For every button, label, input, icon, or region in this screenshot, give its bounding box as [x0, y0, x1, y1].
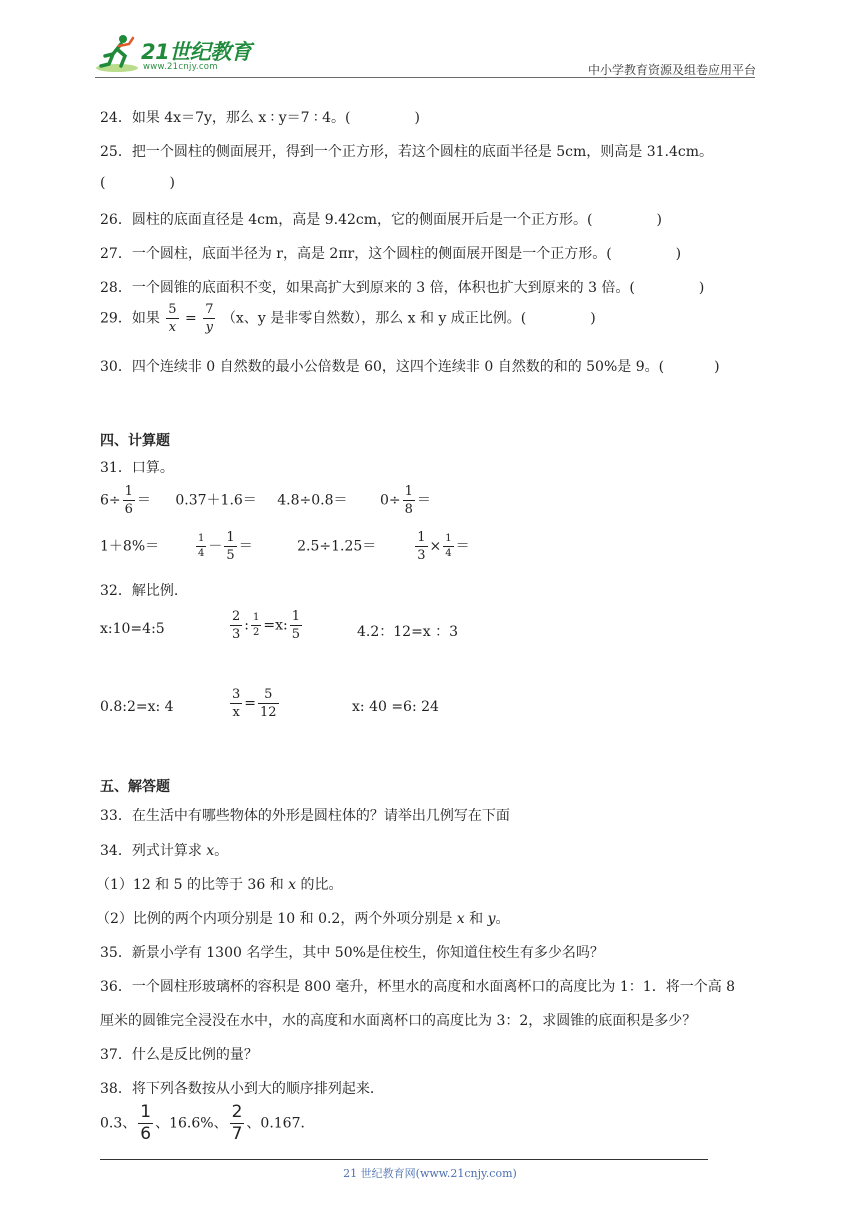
question-30: 30．四个连续非 0 自然数的最小公倍数是 60，这四个连续非 0 自然数的和的 50%是 9。( ) [100, 359, 720, 375]
logo-url: www.21cnjy.com [143, 62, 218, 72]
proportion-6: x: 40 =6: 24 [352, 699, 439, 715]
fraction: $\frac{7}{y}$ [205, 302, 214, 335]
logo-text: 21世纪教育 [141, 40, 252, 64]
question-28: 28．一个圆锥的底面积不变，如果高扩大到原来的 3 倍，体积也扩大到原来的 3 倍。( ) [100, 280, 705, 296]
question-31: 31．口算。 [100, 460, 174, 476]
fraction: $\frac{5}{x}$ [168, 302, 177, 335]
platform-name: 中小学教育资源及组卷应用平台 [587, 63, 756, 77]
proportion-2: $\frac{2}{3}$ : $\frac{1}{2}$ =x: $\frac{1}{5}$ [232, 609, 300, 642]
header-divider [95, 77, 755, 78]
question-26: 26．圆柱的底面直径是 4cm，高是 9.42cm，它的侧面展开后是一个正方形。( ) [100, 212, 662, 228]
question-33: 33．在生活中有哪些物体的外形是圆柱体的？请举出几例写在下面 [100, 808, 510, 824]
site-logo [95, 32, 270, 82]
question-34: 34．列式计算求 x。 [100, 843, 229, 859]
question-35: 35．新景小学有 1300 名学生，其中 50%是住校生，你知道住校生有多少名吗？ [100, 945, 604, 961]
question-24: 24．如果 4x＝7y，那么 x ∶ y＝7 ∶ 4。( ) [100, 110, 420, 126]
question-29: 29．如果 $\frac{5}{x}$ = $\frac{7}{y}$ （x、y 是非零自然数），那么 x 和 y 成正比例。( ) [100, 302, 596, 335]
proportion-5: $\frac{3}{x}$ = $\frac{5}{12}$ [232, 687, 277, 720]
oral-row-2: 1＋8%＝ $\frac{1}{4}$ － $\frac{1}{5}$ ＝ 2.5÷1.25＝ $\frac{1}{3}$ × $\frac{1}{4}$ ＝ [100, 530, 470, 563]
proportion-1: x:10=4:5 [100, 621, 165, 637]
footer-divider [100, 1159, 708, 1160]
question-27: 27．一个圆柱，底面半径为 r，高是 2πr，这个圆柱的侧面展开图是一个正方形。( ) [100, 246, 682, 262]
question-36-line-1: 36．一个圆柱形玻璃杯的容积是 800 毫升，杯里水的高度和水面离杯口的高度比为 1：1．将一个高 8 [100, 979, 736, 995]
question-25-bracket: ( ) [100, 175, 175, 191]
question-37: 37．什么是反比例的量？ [100, 1047, 258, 1063]
question-36-line-2: 厘米的圆锥完全浸没在水中，水的高度和水面离杯口的高度比为 3：2，求圆锥的底面积是多少？ [100, 1013, 697, 1029]
oral-row-1: 6÷ $\frac{1}{6}$ ＝ 0.37＋1.6＝ 4.8÷0.8＝ 0÷ $\frac{1}{8}$ ＝ [100, 484, 431, 517]
number-list: 0.3、 $\frac{1}{6}$ 、16.6%、 $\frac{2}{7}$ 、0.167． [100, 1102, 315, 1144]
question-32: 32．解比例. [100, 583, 179, 599]
question-38: 38．将下列各数按从小到大的顺序排列起来． [100, 1081, 384, 1097]
section-title-calc: 四、计算题 [100, 433, 170, 449]
proportion-3: 4.2：12=x ：3 [357, 624, 459, 640]
question-34-2: （2）比例的两个内项分别是 10 和 0.2，两个外项分别是 x 和 y。 [96, 911, 510, 927]
question-34-1: （1）12 和 5 的比等于 36 和 x 的比。 [96, 877, 343, 893]
footer-link[interactable]: 21 世纪教育网(www.21cnjy.com) [343, 1167, 517, 1180]
section-title-solve: 五、解答题 [100, 779, 170, 795]
proportion-4: 0.8:2=x: 4 [100, 699, 174, 715]
question-25: 25．把一个圆柱的侧面展开，得到一个正方形，若这个圆柱的底面半径是 5cm，则高是 31.4cm。 [100, 144, 714, 160]
runner-logo-icon [95, 32, 141, 74]
